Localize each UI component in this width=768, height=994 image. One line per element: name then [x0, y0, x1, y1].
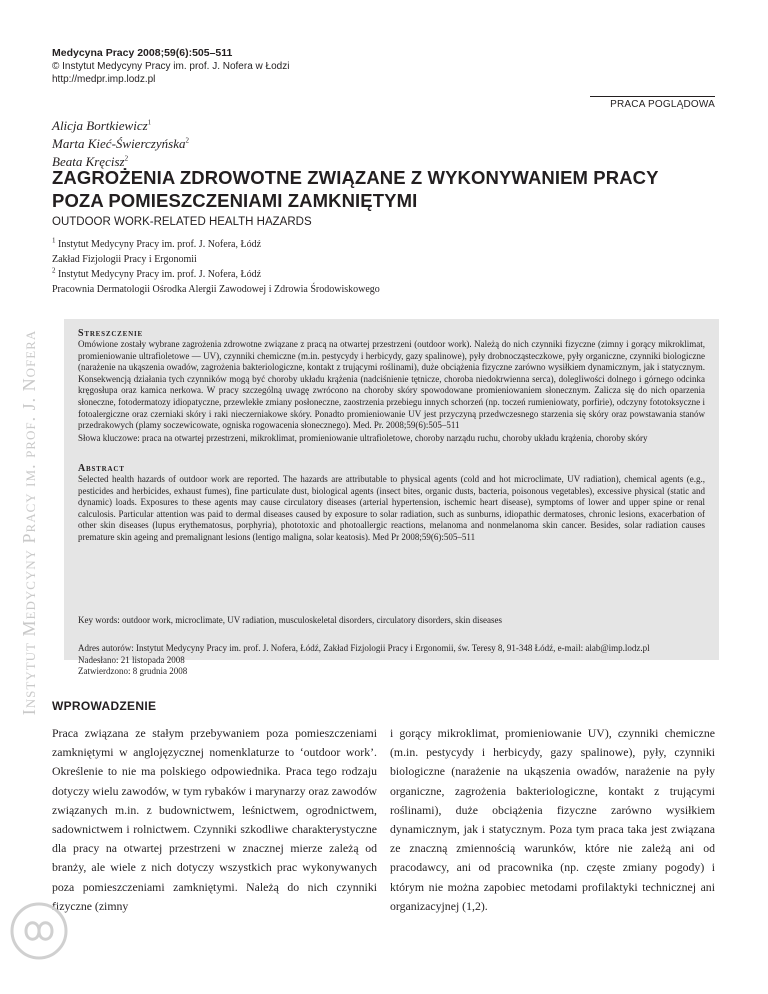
author: Alicja Bortkiewicz$^1$ [52, 118, 152, 133]
abstract-text: Omówione zostały wybrane zagrożenia zdrowotne związane z pracą na otwartej przestrzeni (outdoor work). Należą do nich czynniki fizyczne (zimny i gorący mikroklimat, promieniowanie ultrafioletowe — UV), czynniki chemiczne (m.in. pestycydy i herbicydy, gazy spalinowe), pyły drobnocząsteczkowe, pyły organiczne, czynniki biologiczne (narażenie na ukąszenia owadów, zagrożenia bakteriologiczne, kontakt z trującymi roślinami), duże obciążenia fizyczne zarówno wysiłkiem dynamicznym, jak i statycznym. Konsekwencją działania tych czynników mogą być choroby układu krążenia (nadciśnienie tętnicze, choroba niedokrwienna serca), dolegliwości dolnego i górnego odcinka kręgosłupa oraz kamica nerkowa. W pracy szczególną uwagę zwrócono na choroby skóry spowodowane promieniowaniem słonecznym. Zalicza się do nich oparzenia słoneczne, fotodermatozy idiopatyczne, przewlekłe zmiany posłoneczne, zaostrzenia przebiegu innych schorzeń (np. toczeń rumieniowaty, porfirie), odczyny fototoksyczne i fotoalergiczne oraz czerniaki skóry i raki nieczerniakowe skóry. Ponadto promieniowanie UV jest przyczyną przedwczesnego starzenia się skóry oraz powstawania stanów przedrakowych (plamy soczewicowate, ogniska rogowacenia słonecznego). Med. Pr. 2008;59(6):505–511 [78, 339, 705, 431]
affiliation-line: $^2$ Instytut Medycyny Pracy im. prof. J. Nofera, Łódź [52, 266, 262, 280]
abstract-heading: Streszczenie [78, 328, 143, 339]
title-line: POZA POMIESZCZENIAMI ZAMKNIĘTYMI [52, 190, 418, 211]
date-accepted: Zatwierdzono: 8 grudnia 2008 [78, 666, 188, 677]
affiliations [52, 237, 380, 297]
body-column-right: i gorący mikroklimat, promieniowanie UV), czynniki chemiczne (m.in. pestycydy i herbicydy, gazy spalinowe), pyły, czynniki biologiczne (narażenie na ukąszenia owadów, narażenie na pyły organiczne, zagrożenia bakteriologiczne, kontakt z trującymi roślinami), duże obciążenia fizyczne zarówno wysiłkiem dynamicznym, jak i statycznym. Poza tym praca taka jest związana ze znaczną zmiennością warunków, które nie zależą ani od pracodawcy, ani od pracownika (np. częste zmiany pogody) i którym nie można zapobiec metodami profilaktyki technicznej ani organizacyjnej (1,2). [390, 726, 715, 913]
article-type-label: PRACA POGLĄDOWA [590, 96, 715, 112]
author-address: Adres autorów: Instytut Medycyny Pracy im. prof. J. Nofera, Łódź, Zakład Fizjologii Pracy i Ergonomii, św. Teresy 8, 91-348 Łódź, e-mail: alab@imp.lodz.pl [78, 643, 650, 653]
abstract-box [64, 319, 719, 677]
journal-citation: Medycyna Pracy 2008;59(6):505–511 [52, 47, 233, 59]
keywords-english: Key words: outdoor work, microclimate, UV radiation, musculoskeletal disorders, circulatory disorders, skin diseases [78, 615, 502, 625]
section-heading: WPROWADZENIE [52, 699, 157, 713]
date-received: Nadesłano: 21 listopada 2008 [78, 654, 185, 665]
affiliation-line: Pracownia Dermatologii Ośrodka Alergii Zawodowej i Zdrowia Środowiskowego [52, 284, 380, 295]
journal-header [52, 47, 552, 86]
author-list [52, 117, 189, 171]
body-column-left: Praca związana ze stałym przebywaniem poza pomieszczeniami zamkniętymi w anglojęzycznej nomenklaturze to ‘outdoor work’. Określenie to nie ma polskiego odpowiednika. Praca tego rodzaju dotyczy wielu zawodów, w tym rybaków i marynarzy oraz zawodów związanych m.in. z budownictwem, leśnictwem, ogrodnictwem, sadownictwem i rolnictwem. Czynniki szkodliwe charakterystyczne dla pracy na otwartej przestrzeni w znacznej mierze zależą od branży, ale wiele z nich dotyczy wszystkich prac wykonywanych poza pomieszczeniami zamkniętymi. Należą do nich czynniki fizyczne (zimny [52, 726, 377, 913]
institute-watermark: Instytut Medycyny Pracy im. prof. J. Nofera [19, 329, 40, 715]
title-line: ZAGROŻENIA ZDROWOTNE ZWIĄZANE Z WYKONYWANIEM PRACY [52, 167, 659, 188]
article-title [52, 166, 732, 212]
abstract-heading: Abstract [78, 463, 125, 474]
institute-logo-icon [8, 900, 70, 962]
affiliation-line: Zakład Fizjologii Pracy i Ergonomii [52, 254, 197, 265]
abstract-english [78, 463, 705, 544]
abstract-polish [78, 328, 705, 432]
affiliation-line: $^1$ Instytut Medycyny Pracy im. prof. J. Nofera, Łódź [52, 236, 262, 250]
journal-url[interactable]: http://medpr.imp.lodz.pl [52, 74, 156, 85]
author: Marta Kieć-Świerczyńska$^2$ [52, 136, 189, 151]
journal-copyright: © Instytut Medycyny Pracy im. prof. J. Nofera w Łodzi [52, 61, 290, 72]
correspondence [78, 643, 705, 678]
article-title-english: OUTDOOR WORK-RELATED HEALTH HAZARDS [52, 216, 312, 228]
keywords-polish: Słowa kluczowe: praca na otwartej przestrzeni, mikroklimat, promieniowanie ultrafioletowe, choroby narządu ruchu, choroby układu krążenia, choroby skóry [78, 433, 648, 443]
author: Beata Kręcisz$^2$ [52, 154, 129, 169]
abstract-text: Selected health hazards of outdoor work are reported. The hazards are attributable to physical agents (cold and hot microclimate, UV radiation), chemical agents (e.g., pesticides and herbicides, exhaust fumes), fine particulate dust, biological agents (insect bites, organic dusts, bacteria, poisonous vegetables), excessive physical (static and dynamic) loads. Exposures to these agents may cause circulatory diseases (arterial hypertension, ischemic heart disease), symptoms of lower and upper spine or renal calculosis. Particular attention was paid to dermal diseases caused by exposure to solar radiation, such as sunburns, idiopathic dermatoses, chronic lesions, exacerbation of other skin diseases (lupus erythematosus, porphyria), phototoxic and photoallergic reactions, melanoma and nonmelanoma skin cancer. Besides, solar radiation causes premature skin ageing and premalignant lesions (lentigo maligna, solar keatosis). Med Pr 2008;59(6):505–511 [78, 474, 705, 542]
